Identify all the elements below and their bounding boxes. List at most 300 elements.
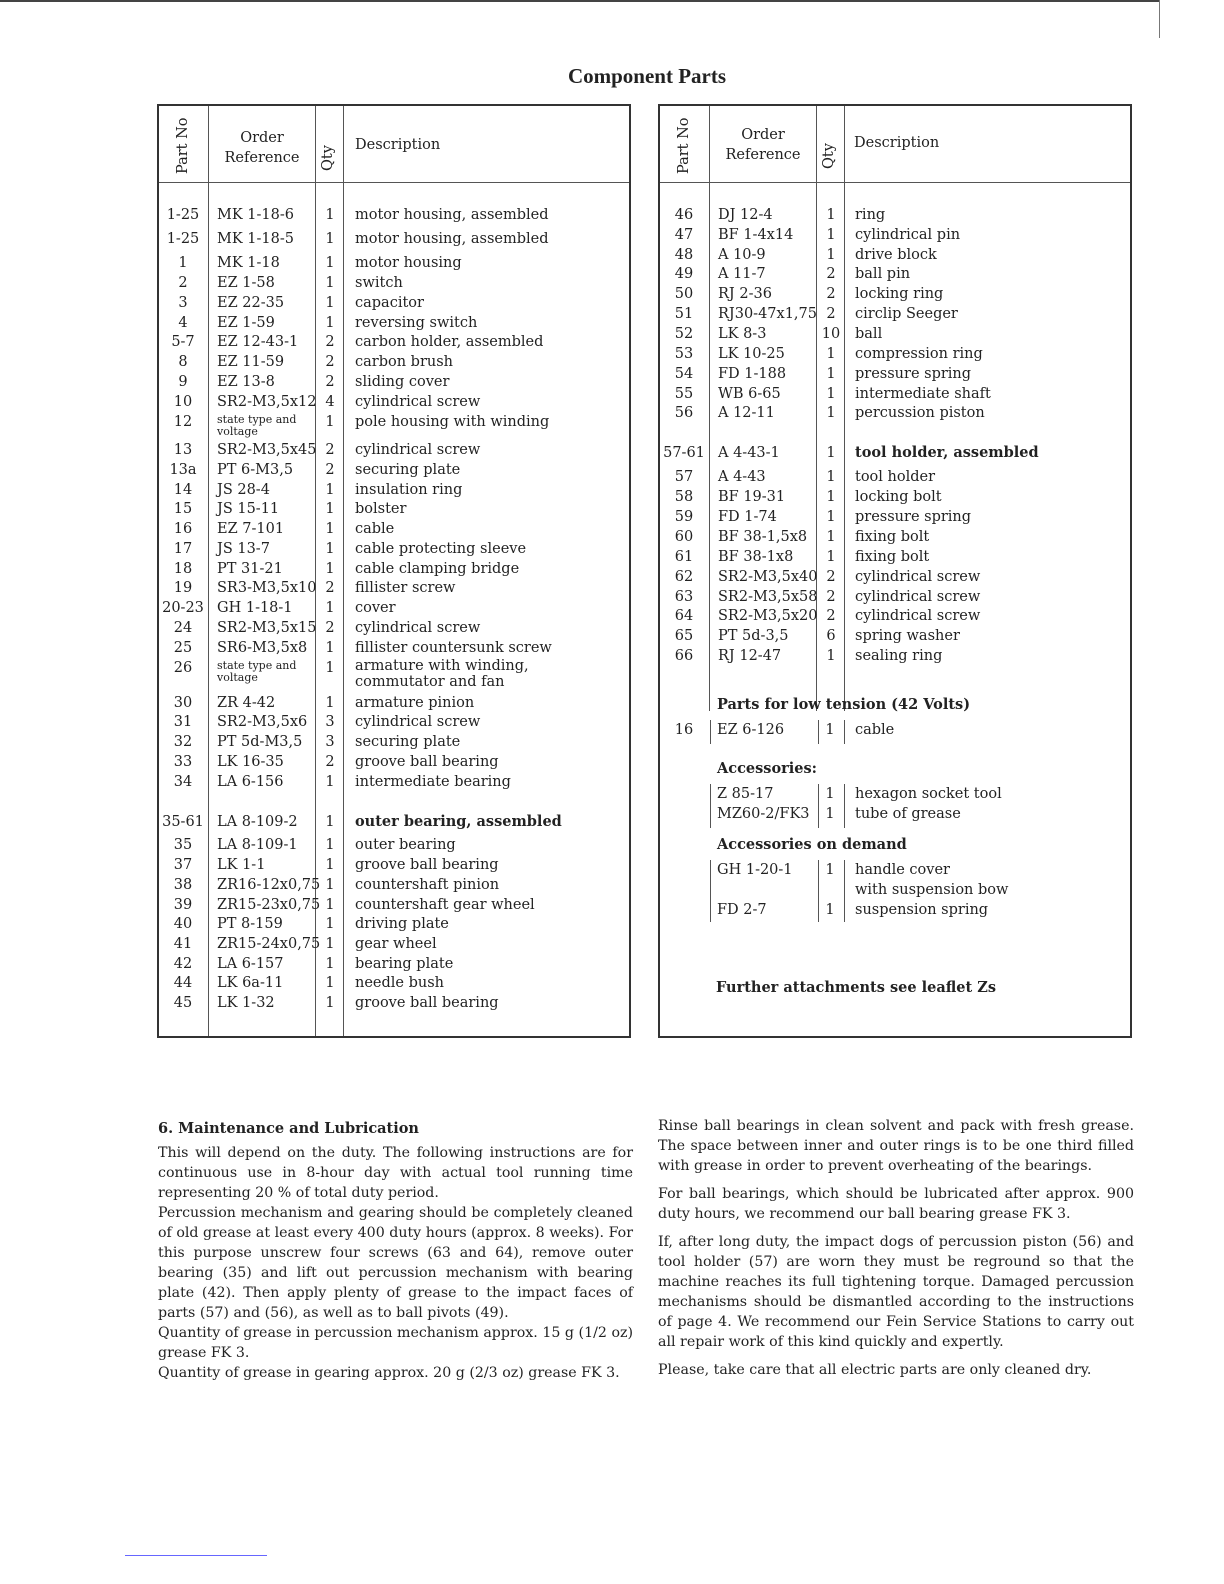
description-cell: cable protecting sleeve <box>355 541 527 557</box>
description-cell: compression ring <box>855 346 983 362</box>
order-ref-cell: EZ 13-8 <box>217 374 275 390</box>
order-ref-cell: BF 1-4x14 <box>718 227 794 243</box>
table-row <box>159 973 629 993</box>
order-ref-cell: BF 19-31 <box>718 489 786 505</box>
qty-cell: 1 <box>325 501 335 517</box>
table-row <box>159 480 629 500</box>
qty-cell: 4 <box>325 394 335 410</box>
accessory-ref: FD 2-7 <box>717 902 767 918</box>
table-row <box>660 467 1130 487</box>
order-ref-cell: ZR16-12x0,75 <box>217 877 321 893</box>
part-no-cell: 14 <box>173 482 193 498</box>
description-cell: cylindrical screw <box>855 608 981 624</box>
table-row <box>660 225 1130 245</box>
table-row <box>660 587 1130 607</box>
table-row <box>660 646 1130 666</box>
qty-cell: 1 <box>325 975 335 991</box>
description-cell: ball pin <box>855 266 911 282</box>
header-description: Description <box>854 135 940 151</box>
qty-cell: 2 <box>325 462 335 478</box>
qty-cell: 1 <box>826 489 836 505</box>
part-no-cell: 9 <box>178 374 188 390</box>
order-ref-cell: LK 10-25 <box>718 346 785 362</box>
table-row <box>159 352 629 372</box>
qty-cell: 1 <box>325 640 335 656</box>
order-ref-cell: SR3-M3,5x10 <box>217 580 317 596</box>
table-row <box>159 914 629 934</box>
qty-cell: 1 <box>325 956 335 972</box>
description-cell: countershaft gear wheel <box>355 897 535 913</box>
table-row <box>159 559 629 579</box>
accessory-ref: MZ60-2/FK3 <box>717 806 810 822</box>
part-no-cell: 1 <box>178 255 188 271</box>
part-no-cell: 44 <box>173 975 193 991</box>
order-ref-cell: FD 1-188 <box>718 366 787 382</box>
table-row <box>159 712 629 732</box>
part-no-cell: 42 <box>173 956 193 972</box>
part-no-cell: 4 <box>178 315 188 331</box>
order-ref-cell: BF 38-1,5x8 <box>718 529 808 545</box>
qty-cell: 1 <box>826 509 836 525</box>
order-ref-cell: FD 1-74 <box>718 509 777 525</box>
part-no-cell: 5-7 <box>171 334 195 350</box>
order-ref-cell: MK 1-18 <box>217 255 280 271</box>
description-cell: tool holder, assembled <box>855 444 1039 461</box>
order-ref-cell: A 12-11 <box>718 405 775 421</box>
qty-cell: 1 <box>325 561 335 577</box>
order-ref-cell: LK 16-35 <box>217 754 284 770</box>
table-row <box>159 539 629 559</box>
qty-cell: 2 <box>826 589 836 605</box>
table-row <box>159 440 629 460</box>
description-cell: sliding cover <box>355 374 450 390</box>
order-ref-cell: LK 1-32 <box>217 995 275 1011</box>
qty-cell: 1 <box>325 695 335 711</box>
description-cell: cylindrical screw <box>855 569 981 585</box>
part-no-cell: 57 <box>674 469 694 485</box>
description-cell: locking bolt <box>855 489 942 505</box>
order-ref-cell: PT 6-M3,5 <box>217 462 294 478</box>
qty-cell: 2 <box>826 266 836 282</box>
maintenance-right-column <box>658 1116 1134 1388</box>
qty-cell: 1 <box>325 837 335 853</box>
table-row <box>660 304 1130 324</box>
part-no-cell: 26 <box>173 660 193 676</box>
part-no-cell: 58 <box>674 489 694 505</box>
part-no-cell: 30 <box>173 695 193 711</box>
table-row <box>660 507 1130 527</box>
accessory-qty: 1 <box>825 902 835 918</box>
order-ref-cell: ZR15-24x0,75 <box>217 936 321 952</box>
qty-cell: 1 <box>826 247 836 263</box>
description-cell: carbon holder, assembled <box>355 334 544 350</box>
accessories-title: Accessories: <box>717 760 818 777</box>
description-cell: armature with winding, commutator and fan <box>355 658 529 690</box>
order-ref-cell: SR2-M3,5x58 <box>718 589 818 605</box>
order-ref-cell: SR6-M3,5x8 <box>217 640 308 656</box>
accessory-row <box>660 804 1130 824</box>
order-ref-cell: DJ 12-4 <box>718 207 773 223</box>
description-cell: motor housing <box>355 255 462 271</box>
table-row <box>660 364 1130 384</box>
qty-cell: 3 <box>325 714 335 730</box>
accessory-description: tube of grease <box>855 806 961 822</box>
table-row <box>159 658 629 690</box>
order-ref-cell: SR2-M3,5x45 <box>217 442 317 458</box>
part-no-cell: 3 <box>178 295 188 311</box>
description-cell: tool holder <box>855 469 936 485</box>
part-no-cell: 20-23 <box>162 600 204 616</box>
part-no-cell: 10 <box>173 394 193 410</box>
bottom-rule <box>125 1555 267 1556</box>
part-no-cell: 46 <box>674 207 694 223</box>
part-no-cell: 16 <box>173 521 193 537</box>
order-ref-cell: ZR 4-42 <box>217 695 276 711</box>
accessory-ref: Z 85-17 <box>717 786 774 802</box>
order-ref-cell: LK 8-3 <box>718 326 767 342</box>
table-row <box>660 245 1130 265</box>
table-row <box>159 499 629 519</box>
order-ref-cell: EZ 12-43-1 <box>217 334 299 350</box>
description-cell: carbon brush <box>355 354 453 370</box>
part-no-cell: 19 <box>173 580 193 596</box>
order-ref-cell: MK 1-18-5 <box>217 231 294 247</box>
qty-cell: 1 <box>325 660 335 676</box>
part-no-cell: 63 <box>674 589 694 605</box>
accessory-row <box>660 900 1130 920</box>
description-cell: intermediate shaft <box>855 386 991 402</box>
order-ref-cell: A 4-43 <box>718 469 766 485</box>
qty-cell: 1 <box>826 445 836 461</box>
part-no-cell: 1-25 <box>166 231 200 247</box>
header-order-ref: Order Reference <box>725 127 801 163</box>
description-cell: fillister countersunk screw <box>355 640 552 656</box>
description-cell: sealing ring <box>855 648 943 664</box>
header-order-ref: Order Reference <box>224 130 300 166</box>
paragraph: For ball bearings, which should be lubricated after approx. 900 duty hours, we recommend our ball bearing grease FK 3. <box>658 1186 1134 1222</box>
order-ref-cell: A 10-9 <box>718 247 766 263</box>
description-cell: ball <box>855 326 883 342</box>
qty-cell: 1 <box>325 877 335 893</box>
qty-cell: 1 <box>325 600 335 616</box>
order-ref-cell: JS 28-4 <box>217 482 270 498</box>
page-title: Component Parts <box>567 64 727 88</box>
order-ref-cell: MK 1-18-6 <box>217 207 294 223</box>
order-ref-cell: BF 38-1x8 <box>718 549 794 565</box>
qty-cell: 1 <box>325 255 335 271</box>
order-ref-cell: RJ 12-47 <box>718 648 782 664</box>
qty-cell: 1 <box>826 227 836 243</box>
qty-cell: 1 <box>325 916 335 932</box>
description-cell: groove ball bearing <box>355 995 499 1011</box>
description-cell: motor housing, assembled <box>355 207 549 223</box>
part-no-cell: 15 <box>173 501 193 517</box>
part-no-cell: 41 <box>173 936 193 952</box>
order-ref-cell: SR2-M3,5x6 <box>217 714 308 730</box>
table-row <box>159 835 629 855</box>
description-cell: cylindrical screw <box>355 714 481 730</box>
parts-table-left <box>157 104 631 1038</box>
order-ref-cell: LA 8-109-1 <box>217 837 298 853</box>
qty-cell: 1 <box>325 207 335 223</box>
qty-cell: 2 <box>325 580 335 596</box>
table-row <box>159 693 629 713</box>
description-cell: circlip Seeger <box>855 306 958 322</box>
part-no-cell: 2 <box>178 275 188 291</box>
table-row <box>159 618 629 638</box>
table-row <box>159 392 629 412</box>
part-no-cell: 17 <box>173 541 193 557</box>
table-row <box>660 443 1130 463</box>
description-cell: gear wheel <box>355 936 437 952</box>
description-cell: driving plate <box>355 916 449 932</box>
table-row <box>159 638 629 658</box>
qty-cell: 2 <box>325 620 335 636</box>
qty-cell: 2 <box>325 354 335 370</box>
paragraph: Quantity of grease in gearing approx. 20 g (2/3 oz) grease FK 3. <box>158 1365 620 1381</box>
table-row <box>660 284 1130 304</box>
table-row <box>159 598 629 618</box>
qty-cell: 1 <box>325 414 335 430</box>
order-ref-cell: JS 15-11 <box>217 501 280 517</box>
part-no-cell: 52 <box>674 326 694 342</box>
part-no-cell: 31 <box>173 714 193 730</box>
part-no-cell: 40 <box>173 916 193 932</box>
maintenance-heading: 6. Maintenance and Lubrication <box>158 1120 419 1137</box>
description-cell: pressure spring <box>855 366 972 382</box>
part-no-cell: 12 <box>173 414 193 430</box>
table-row <box>660 324 1130 344</box>
qty-cell: 1 <box>325 814 335 830</box>
order-ref-cell: LA 6-157 <box>217 956 284 972</box>
qty-cell: 2 <box>325 334 335 350</box>
description-cell: cylindrical screw <box>855 589 981 605</box>
table-row <box>159 460 629 480</box>
description-cell: pressure spring <box>855 509 972 525</box>
header-description: Description <box>355 137 441 153</box>
table-row <box>159 812 629 832</box>
description-cell: armature pinion <box>355 695 475 711</box>
description-cell: cover <box>355 600 396 616</box>
part-no-cell: 66 <box>674 648 694 664</box>
table-row <box>159 205 629 225</box>
description-cell: securing plate <box>355 462 461 478</box>
qty-cell: 1 <box>325 295 335 311</box>
table-row <box>660 547 1130 567</box>
qty-cell: 2 <box>826 569 836 585</box>
table-row <box>159 993 629 1013</box>
qty-cell: 1 <box>325 897 335 913</box>
description-cell: cylindrical pin <box>855 227 961 243</box>
qty-cell: 2 <box>826 608 836 624</box>
part-no-cell: 56 <box>674 405 694 421</box>
description-cell: groove ball bearing <box>355 857 499 873</box>
description-cell: locking ring <box>855 286 944 302</box>
order-ref-cell: PT 5d-M3,5 <box>217 734 303 750</box>
part-no-cell: 1-25 <box>166 207 200 223</box>
table-row <box>159 855 629 875</box>
order-ref-cell: A 11-7 <box>718 266 766 282</box>
order-ref-cell: JS 13-7 <box>217 541 270 557</box>
description-cell: securing plate <box>355 734 461 750</box>
part-no-cell: 60 <box>674 529 694 545</box>
table-row <box>660 606 1130 626</box>
part-no-cell: 8 <box>178 354 188 370</box>
part-no-cell: 13a <box>169 462 197 478</box>
accessory-row <box>660 860 1130 880</box>
paragraph: Quantity of grease in percussion mechanism approx. 15 g (1/2 oz) grease FK 3. <box>158 1325 633 1361</box>
description-cell: bearing plate <box>355 956 454 972</box>
part-no-cell: 64 <box>674 608 694 624</box>
description-cell: needle bush <box>355 975 445 991</box>
qty-cell: 1 <box>325 315 335 331</box>
qty-cell: 1 <box>325 774 335 790</box>
qty-cell: 2 <box>826 286 836 302</box>
qty-cell: 1 <box>826 648 836 664</box>
table-row <box>159 412 629 438</box>
qty-cell: 1 <box>826 405 836 421</box>
table-row <box>660 527 1130 547</box>
qty-cell: 1 <box>325 275 335 291</box>
accessory-qty: 1 <box>825 786 835 802</box>
description-cell: drive block <box>855 247 937 263</box>
paragraph: Please, take care that all electric parts are only cleaned dry. <box>658 1362 1092 1378</box>
accessory-row <box>660 784 1130 804</box>
qty-cell: 1 <box>826 366 836 382</box>
part-no-cell: 51 <box>674 306 694 322</box>
description-cell: cable clamping bridge <box>355 561 520 577</box>
order-ref-cell: A 4-43-1 <box>718 445 780 461</box>
table-row <box>159 578 629 598</box>
description-cell: pole housing with winding <box>355 414 550 430</box>
header-part-no: Part No <box>676 117 692 174</box>
order-ref-cell: LA 8-109-2 <box>217 814 298 830</box>
description-cell: bolster <box>355 501 407 517</box>
table-row <box>159 293 629 313</box>
part-no-cell: 13 <box>173 442 193 458</box>
order-ref-cell: WB 6-65 <box>718 386 781 402</box>
description-cell: fillister screw <box>355 580 456 596</box>
table-row <box>159 954 629 974</box>
description-cell: intermediate bearing <box>355 774 511 790</box>
description-cell: countershaft pinion <box>355 877 500 893</box>
order-ref-cell: LK 1-1 <box>217 857 266 873</box>
part-no-cell: 35 <box>173 837 193 853</box>
description-cell: cylindrical screw <box>355 620 481 636</box>
qty-cell: 1 <box>826 386 836 402</box>
order-ref-cell: EZ 11-59 <box>217 354 285 370</box>
part-no-cell: 47 <box>674 227 694 243</box>
qty-cell: 1 <box>826 529 836 545</box>
order-ref-cell: SR2-M3,5x12 <box>217 394 317 410</box>
table-row <box>159 273 629 293</box>
right-edge-line <box>1159 0 1160 38</box>
accessory-description: with suspension bow <box>855 882 1009 898</box>
order-ref-cell: EZ 1-59 <box>217 315 275 331</box>
part-no-cell: 32 <box>173 734 193 750</box>
part-no-cell: 39 <box>173 897 193 913</box>
description-cell: fixing bolt <box>855 529 930 545</box>
accessory-qty: 1 <box>825 806 835 822</box>
part-no-cell: 59 <box>674 509 694 525</box>
order-ref-cell: state type and voltage <box>217 413 297 438</box>
part-no-cell: 57-61 <box>663 445 705 461</box>
description-cell: outer bearing <box>355 837 456 853</box>
qty-cell: 1 <box>826 469 836 485</box>
table-row <box>159 934 629 954</box>
qty-cell: 2 <box>325 374 335 390</box>
description-cell: ring <box>855 207 886 223</box>
on-demand-title: Accessories on demand <box>717 836 907 853</box>
qty-cell: 2 <box>826 306 836 322</box>
description-cell: fixing bolt <box>855 549 930 565</box>
order-ref-cell: EZ 7-101 <box>217 521 285 537</box>
accessory-description: handle cover <box>855 862 950 878</box>
order-ref-cell: SR2-M3,5x40 <box>718 569 818 585</box>
table-row <box>660 344 1130 364</box>
part-no-cell: 33 <box>173 754 193 770</box>
table-row <box>159 313 629 333</box>
part-no-cell: 25 <box>173 640 193 656</box>
description-cell: switch <box>355 275 403 291</box>
part-no-cell: 53 <box>674 346 694 362</box>
table-row <box>660 205 1130 225</box>
table-row <box>660 264 1130 284</box>
description-cell: cylindrical screw <box>355 394 481 410</box>
description-cell: groove ball bearing <box>355 754 499 770</box>
table-row <box>660 403 1130 423</box>
header-qty: Qty <box>320 145 336 171</box>
table-row <box>660 567 1130 587</box>
table-row <box>159 253 629 273</box>
order-ref-cell: PT 8-159 <box>217 916 283 932</box>
table-row <box>159 229 629 249</box>
order-ref-cell: RJ 2-36 <box>718 286 772 302</box>
low-tension-title: Parts for low tension (42 Volts) <box>717 696 971 713</box>
order-ref-cell: SR2-M3,5x20 <box>718 608 818 624</box>
order-ref-cell: state type and voltage <box>217 659 297 684</box>
order-ref-cell: EZ 22-35 <box>217 295 285 311</box>
order-ref-cell: ZR15-23x0,75 <box>217 897 321 913</box>
accessory-description: hexagon socket tool <box>855 786 1002 802</box>
table-row <box>159 732 629 752</box>
table-row <box>159 519 629 539</box>
qty-cell: 1 <box>826 549 836 565</box>
part-no-cell: 45 <box>173 995 193 1011</box>
qty-cell: 1 <box>325 857 335 873</box>
paragraph: Rinse ball bearings in clean solvent and pack with fresh grease. The space between inner and outer rings is to be one third filled with grease in order to prevent overheating of the bearings. <box>658 1118 1134 1174</box>
description-cell: outer bearing, assembled <box>355 813 562 830</box>
part-no-cell: 54 <box>674 366 694 382</box>
order-ref-cell: PT 31-21 <box>217 561 283 577</box>
accessory-row <box>660 880 1130 900</box>
part-no-cell: 62 <box>674 569 694 585</box>
paragraph: This will depend on the duty. The following instructions are for continuous use in 8-hour day with actual tool running time representing 20 % of total duty period. <box>158 1145 633 1201</box>
table-row <box>159 875 629 895</box>
part-no-cell: 55 <box>674 386 694 402</box>
order-ref-cell: GH 1-18-1 <box>217 600 293 616</box>
table-row <box>159 895 629 915</box>
qty-cell: 1 <box>325 936 335 952</box>
part-no-cell: 37 <box>173 857 193 873</box>
top-border-line <box>0 0 1160 2</box>
order-ref-cell: LK 6a-11 <box>217 975 284 991</box>
low-tension-row: 16 EZ 6-126 1 cable <box>674 722 895 738</box>
qty-cell: 1 <box>826 346 836 362</box>
accessory-ref: GH 1-20-1 <box>717 862 793 878</box>
order-ref-cell: EZ 1-58 <box>217 275 275 291</box>
order-ref-cell: RJ30-47x1,75 <box>718 306 817 322</box>
